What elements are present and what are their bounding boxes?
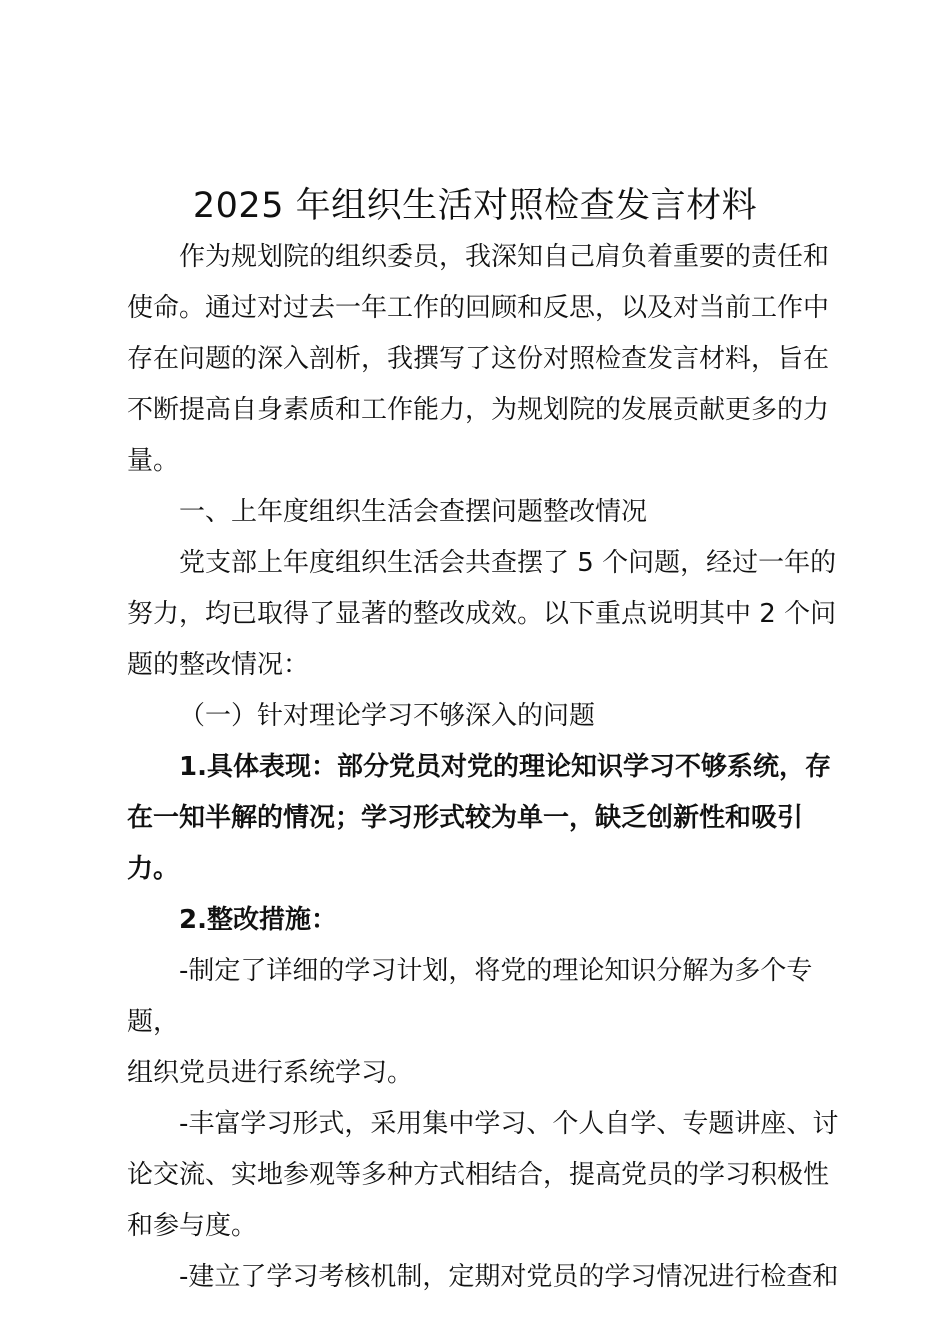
subsection-heading-1: （一）针对理论学习不够深入的问题 [179, 701, 596, 731]
measures-heading: 2.整改措施： [179, 905, 337, 935]
section-1-paragraph: 党支部上年度组织生活会共查摆了 5 个问题，经过一年的 努力，均已取得了显著的整改成效。以下重点说明其中 2 个问 题的整改情况： [127, 548, 837, 680]
document-body [127, 232, 847, 1303]
measure-item-2: -丰富学习形式，采用集中学习、个人自学、专题讲座、讨 论交流、实地参观等多种方式相结合，提高党员的学习积极性 和参与度。 [127, 1109, 839, 1241]
measure-item-1: -制定了详细的学习计划，将党的理论知识分解为多个专题， 组织党员进行系统学习。 [127, 956, 813, 1088]
measure-item-3: -建立了学习考核机制，定期对党员的学习情况进行检查和 [179, 1262, 839, 1292]
document-title: 2025 年组织生活对照检查发言材料 [192, 186, 758, 226]
intro-paragraph: 作为规划院的组织委员，我深知自己肩负着重要的责任和 使命。通过对过去一年工作的回顾和反思，以及对当前工作中 存在问题的深入剖析，我撰写了这份对照检查发言材料，旨在 不断提高自身素质和工作能力，为规划院的发展贡献更多的力 量。 [127, 242, 830, 476]
section-heading-1: 一、上年度组织生活会查摆问题整改情况 [179, 497, 648, 527]
specific-performance-paragraph: 1.具体表现：部分党员对党的理论知识学习不够系统，存 在一知半解的情况；学习形式较为单一，缺乏创新性和吸引力。 [127, 752, 831, 884]
